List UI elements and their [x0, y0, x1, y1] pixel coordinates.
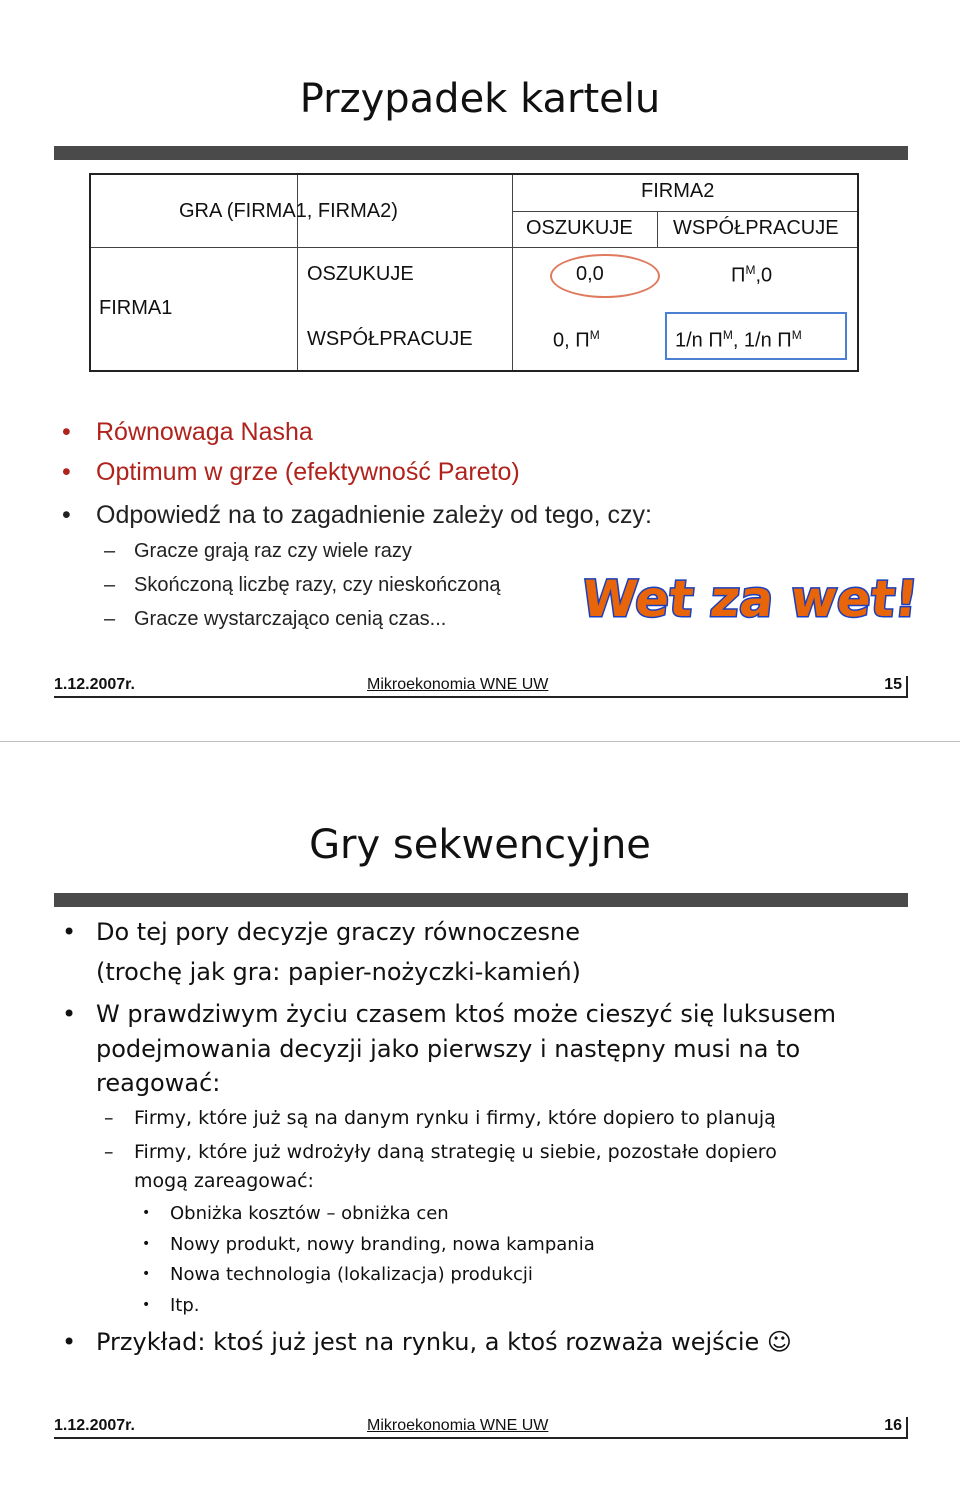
col-player-label: FIRMA2	[641, 180, 715, 202]
grid-line	[91, 247, 857, 248]
game-label: GRA (FIRMA1, FIRMA2)	[179, 200, 398, 222]
slide-16	[0, 742, 960, 1489]
sub-bullet-item: – Gracze wystarczająco cenią czas...	[104, 608, 447, 630]
slide-title: Przypadek kartelu	[299, 76, 661, 122]
wet-za-wet-wordart	[579, 560, 921, 634]
footer-rule-end	[906, 1417, 908, 1439]
bullet-item: • W prawdziwym życiu czasem ktoś może cieszyć się luksusem	[62, 1000, 837, 1028]
footer-rule	[54, 696, 908, 698]
bullet-continuation: (trochę jak gra: papier-nożyczki-kamień)	[96, 958, 581, 986]
slide-footer	[54, 676, 908, 698]
slide-footer	[54, 1417, 908, 1439]
col-header-cooperate: WSPÓŁPRACUJE	[673, 217, 839, 239]
slide-title: Gry sekwencyjne	[309, 822, 651, 868]
payoff-cooperate-cheat: 0, $\Pi^M$	[553, 328, 600, 352]
sub-bullet-item: – Firmy, które już wdrożyły daną strategię u siebie, pozostałe dopiero	[104, 1141, 777, 1163]
payoff-matrix	[89, 173, 859, 372]
payoff-cheat-cooperate: $\Pi^M,0$	[731, 263, 773, 287]
footer-course: Mikroekonomia WNE UW	[367, 676, 549, 693]
bullet-item: • Odpowiedź na to zagadnienie zależy od tego, czy:	[62, 501, 652, 529]
sub-sub-bullet-item: • Itp.	[142, 1295, 200, 1316]
slide-15	[0, 0, 960, 742]
bullet-item: • Do tej pory decyzje graczy równoczesne	[62, 918, 580, 946]
sub-sub-bullet-item: • Obniżka kosztów – obniżka cen	[142, 1203, 449, 1224]
footer-rule-end	[906, 676, 908, 698]
sub-bullet-item: – Firmy, które już są na danym rynku i firmy, które dopiero to planują	[104, 1107, 776, 1129]
footer-rule	[54, 1437, 908, 1439]
grid-line	[657, 211, 658, 247]
footer-course: Mikroekonomia WNE UW	[367, 1417, 549, 1434]
wordart-text: Wet za wet!	[579, 569, 921, 628]
bullet-item: • Równowaga Nasha	[62, 418, 313, 446]
title-underline-bar	[54, 146, 908, 160]
footer-date: 1.12.2007r.	[54, 1417, 135, 1434]
payoff-cheat-cheat: 0,0	[576, 263, 604, 285]
nash-equilibrium-ellipse	[550, 254, 660, 298]
bullet-continuation: podejmowania decyzji jako pierwszy i następny musi na to	[96, 1035, 801, 1063]
sub-sub-bullet-item: • Nowa technologia (lokalizacja) produkcji	[142, 1264, 533, 1285]
grid-line	[512, 175, 513, 370]
footer-date: 1.12.2007r.	[54, 676, 135, 693]
payoff-cooperate-cooperate: 1/n $\Pi^M$, 1/n $\Pi^M$	[675, 328, 802, 352]
bullet-item: • Przykład: ktoś już jest na rynku, a ktoś rozważa wejście ☺	[62, 1328, 792, 1356]
row-player-label: FIRMA1	[99, 297, 173, 319]
sub-bullet-item: – Gracze grają raz czy wiele razy	[104, 540, 412, 562]
footer-page-number: 16	[884, 1417, 902, 1434]
sub-bullet-item: – Skończoną liczbę razy, czy nieskończoną	[104, 574, 501, 596]
bullet-continuation: reagować:	[96, 1069, 221, 1097]
bullet-item: • Optimum w grze (efektywność Pareto)	[62, 458, 520, 486]
row-header-cheat: OSZUKUJE	[307, 263, 414, 285]
col-header-cheat: OSZUKUJE	[526, 217, 633, 239]
title-underline-bar	[54, 893, 908, 907]
sub-sub-bullet-item: • Nowy produkt, nowy branding, nowa kampania	[142, 1234, 595, 1255]
grid-line	[512, 211, 857, 212]
footer-page-number: 15	[884, 676, 902, 693]
sub-bullet-continuation: mogą zareagować:	[134, 1170, 314, 1192]
row-header-cooperate: WSPÓŁPRACUJE	[307, 328, 473, 350]
